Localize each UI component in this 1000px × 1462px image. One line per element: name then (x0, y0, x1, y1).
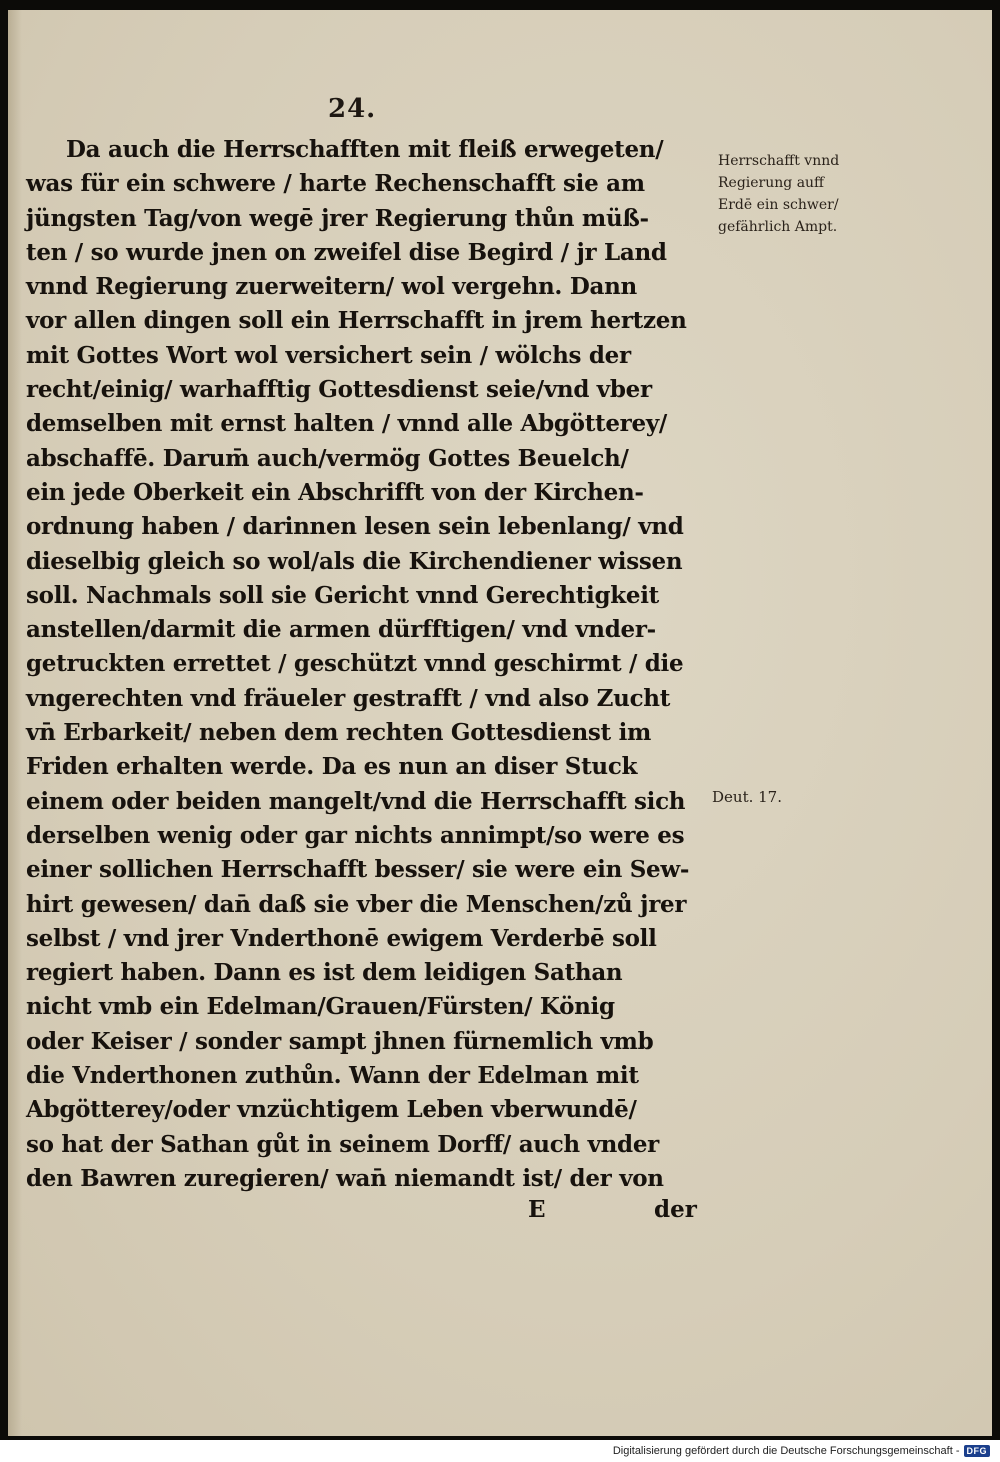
page-number: 24. (328, 94, 377, 124)
text-line: abschaffē. Darum̄ auch/vermög Gottes Beuelch/ (26, 444, 629, 472)
margin-note (718, 150, 898, 238)
text-line: getruckten errettet / geschützt vnnd geschirmt / die (26, 650, 684, 678)
text-line: anstellen/darmit die armen dürfftigen/ vnd vnder- (26, 616, 656, 644)
text-line: ein jede Oberkeit ein Abschrifft von der Kirchen- (26, 478, 644, 506)
signature-mark: E (528, 1196, 546, 1223)
footer-bar (0, 1440, 1000, 1462)
margin-note-line: Erdē ein schwer/ (718, 197, 839, 213)
text-line: Da auch die Herrschafften mit fleiß erwegeten/ (66, 136, 664, 163)
text-line: was für ein schwere / harte Rechenschafft sie am (26, 170, 645, 198)
text-line: ten / so wurde jnen on zweifel dise Begird / jr Land (26, 238, 667, 266)
text-line: vn̄ Erbarkeit/ neben dem rechten Gottesdienst im (26, 719, 652, 747)
text-line: oder Keiser / sonder sampt jhnen fürnemlich vmb (26, 1027, 654, 1055)
margin-note-line: Regierung auff (718, 175, 824, 191)
text-line: ordnung haben / darinnen lesen sein lebenlang/ vnd (26, 513, 684, 541)
text-line: einer sollichen Herrschafft besser/ sie were ein Sew- (26, 856, 690, 884)
margin-note-line: Herrschafft vnnd (718, 153, 840, 169)
text-line: derselben wenig oder gar nichts annimpt/so were es (26, 821, 685, 849)
page-foot (0, 1196, 984, 1226)
catchword: der (654, 1196, 697, 1223)
text-line: vnnd Regierung zuerweitern/ wol vergehn. Dann (26, 273, 637, 301)
text-line: Friden erhalten werde. Da es nun an diser Stuck (26, 753, 638, 781)
text-line: nicht vmb ein Edelman/Grauen/Fürsten/ König (26, 993, 615, 1021)
text-line: dieselbig gleich so wol/als die Kirchendiener wissen (26, 547, 683, 575)
margin-reference: Deut. 17. (712, 788, 782, 806)
text-line: die Vnderthonen zuthůn. Wann der Edelman mit (26, 1062, 639, 1090)
body-text (26, 133, 716, 1196)
text-line: einem oder beiden mangelt/vnd die Herrschafft sich (26, 787, 686, 815)
text-line: vor allen dingen soll ein Herrschafft in jrem hertzen (26, 307, 687, 335)
text-line: soll. Nachmals soll sie Gericht vnnd Gerechtigkeit (26, 581, 659, 609)
text-line: jüngsten Tag/von wegē jrer Regierung thůn müß- (26, 204, 649, 232)
dfg-logo: DFG (964, 1445, 991, 1457)
text-line: so hat der Sathan gůt in seinem Dorff/ auch vnder (26, 1130, 659, 1158)
text-line: Abgötterey/oder vnzüchtigem Leben vberwundē/ (26, 1096, 637, 1124)
text-line: regiert haben. Dann es ist dem leidigen Sathan (26, 959, 623, 987)
margin-note-line: gefährlich Ampt. (718, 219, 838, 235)
text-line: selbst / vnd jrer Vnderthonē ewigem Verderbē soll (26, 924, 657, 952)
text-line: mit Gottes Wort wol versichert sein / wölchs der (26, 341, 631, 369)
text-line: vngerechten vnd fräueler gestrafft / vnd also Zucht (26, 684, 671, 712)
footer-credit: Digitalisierung gefördert durch die Deutsche Forschungsgemeinschaft - (612, 1445, 960, 1457)
text-line: den Bawren zuregieren/ wan̄ niemandt ist/ der von (26, 1164, 664, 1192)
text-line: recht/einig/ warhafftig Gottesdienst seie/vnd vber (26, 376, 652, 404)
text-line: demselben mit ernst halten / vnnd alle Abgötterey/ (26, 410, 667, 438)
text-line: hirt gewesen/ dan̄ daß sie vber die Menschen/zů jrer (26, 890, 687, 918)
